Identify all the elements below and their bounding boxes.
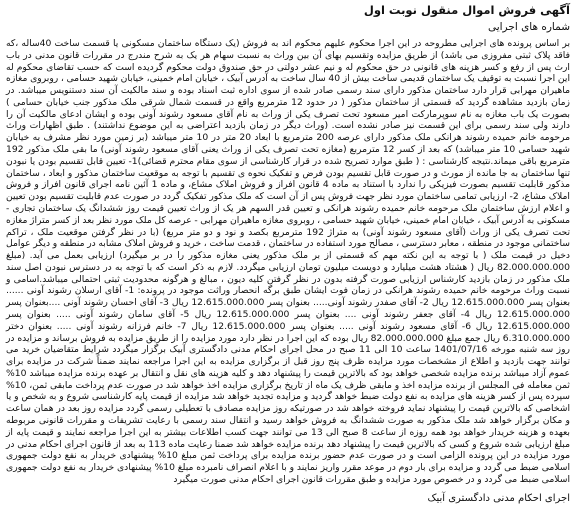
- body-paragraph: بر اساس پرونده های اجرایی مطروحه در این اجرا محکوم علیهم محکوم اند به فروش (یک دستگاه ساختمان مسکونی یا قسمت ساخت 40ساله ،که فاقد پلاک ثبتی مفروزی می باشد) از طریق مزایده وتقسیم بهای آن بین وراث به نسبت سهام هر یک به شرح مندرج در مقررات قانون مدنی در باب ارث پس از رفع و کسر هزینه های قانونی در حق محکوم له و نیم عشر دولتی در حق صندوق دولت محکوم گردیده است که حسب تقاضای محکوم له این اجرا نسبت به توقیف یک ساختمان قدیمی ساخت بیش از 40 سال ساخت به آدرس آبیک ، خیابان امام خمینی، خیابان شهید حسامی ، روبروی مغازه ماهیران مهرابی قرار دارد ساختمان مذکور دارای سند رسمی صادر شده از سوی اداره ثبت اسناد بوده و سند مالکیت آن سند دستنویس میباشد. در زمان بازدید مشاهده گردید که قسمتی از ساختمان مذکور ( در حدود 12 مترمربع واقع در قسمت شمال شرقی ملک مذکور جنب خیابان حسامی ) بصورت یک باب مغازه به نام سوپرمارکت امیر مسعود تحت تصرف یکی از وراث به نام آقای مسعود رشوند آونی بوده و ایشان ادعای مالکیت آن را دارند ولی سند رسمی برای این قسمت نیز صادر نشده است. (وراث دیگر در زمان بازدید اعتراضی به این موضوع نداشتند) . طبق اظهارات وراث مرحومه خانم حمیده رشوند هرانکی ملک مذکور دارای عرصه 200 مترمربع با ابعاد 20 متر در 10 متر میباشد (بر زمین مورد نظر مشرف به خیابان شهید حسامی 10 متر میباشد) که بعد از کسر 12 مترمربع (مغازه تحت تصرف یکی از وراث یعنی آقای مسعود رشوند آونی) ما بقی ملک مذکور 192 مترمربع باقی میماند.نتیجه کارشناسی : ( طبق موارد تصریح شده در قرار کارشناسی از سوی مقام محترم قضائی)1- تعیین قابل تقسیم بودن یا نبودن تنها ساختمان به جا مانده از مورث و در صورت قابل تقسیم بودن فرض و تفکیک نحوه ی تقسیم با توجه به موقعیت ساختمان مذکور و ابعاد ، ساختمان مذکور قابلیت تقسیم بصورت فیزیکی را ندارد با استناد به ماده 4 قانون افراز و فروش املاک مشاع، و ماده 1 آئین نامه اجرای قانون افراز و فروش املاک مشاع، 2- ارزیابی تمامی ساختمان مورد نظر جهت فروش پس از آن است که ملک مذکور تفکیک گردد در صورت عدم قابلیت تقسیم بودن تعیین و اعلام ارزش ساختمان ملک مرحومه خانم حمیده رشوند هرانکی و تعیین قدر السهم هر یک از وراث تعیین قیمت روز ششدانگ یک ساختمان تجاری - مسکونی به آدرس آبیک ، خیابان امام خمینی، خیابان شهید حسامی ، روبروی مغازه ماهیران مهرابی - عرصه کل ملک مورد نظر بعد از کسر متراژ مغازه تحت تصرف یکی از وراث (آقای مسعود رشوند آونی) به متراژ 192 مترمربع بکصد و نود و دو متر مربع) (با در نظر گرفتن موقعیت ملک ، تراکم ساختمانی موجود در منطقه ، معابر دسترسی ، مصالح مورد استفاده در ساختمان ، قدمت ساخت ، خرید و فروش املاک مشابه در منطقه و دیگر عوامل دخیل در قیمت ملک ( با توجه به این نکته مهم که قسمتی از بر ملک مذکور یعنی مغازه مذکور را در بر میگیرد) ارزیابی بعمل می آید. (مبلغ 82.000.000.000 ریال ( هشتاد هشت میلیارد و دویست میلیون تومان ارزیابی میگردد. لازم به ذکر است که با توجه به در دسترس نبودن اصل سند ملک مذکور در زمان بازدید کارشناس ارزیابی صورت گرفته بدون در نظر گرفتن کلیه دیون ، مبالغ و هرگونه محدودیت ثبتی احتمالی میباشد.اسامی و نسبت وراث مرحومه خانم حمیده رشوند هرانکی در زمان فوت ایشان طبق برگه انحصار وراثت موجود در پرونده: 1- آقای ارسلان رشوند آونی ...... بعنوان پسر 12.615.000.000 ریال 2- آقای صفدر رشوند آونی..... بعنوان پسر 12.615.000.000 ریال 3- آقای احسان رشوند آونی ....بعنوان پسر 12.615.000.000 ریال 4- آقای جعفر رشوند آونی .... بعنوان پسر 12.615.000.000 ریال 5- آقای سامان رشوند آونی ..... بعنوان پسر 12.615.000.000 ریال 6- آقای مسعود رشوند آونی ..... بعنوان پسر 12.615.000.000 ریال 7- خانم فرزانه رشوند آونی ..... بعنوان دختر 6.310.000.000 ریال جمع مبلغ 82.000.000.000 ریال بوده که این اجرا در نظر دارد مورد مزایده را از طریق مزایده به فروش برساند و مزایده در روز سه شنبه مورخه 1401/07/16 ساعت 10 الی 11 صبح در محل اجرای احکام مدنی دادگستری آبیک برگزار میگردد شرایط متقاضیان خرید می توانند جهت بازدید و اطلاع از مشخصات مورد مزایده ظرف پنج روز قبل از برگزاری مزایده به این اجرا مراجعه نمایند ضمناً شرکت در مزایده برای عموم آزاد میباشد برنده مزایده شخصی خواهد بود که بالاترین قیمت را پیشنهاد دهد و کلیه هزینه های نقل و انتقال بر عهده برنده مزایده میباشد 10% ثمن معامله فی المجلس از برنده مزایده اخذ و مابقی ظرف یک ماه از تاریخ برگزاری مزایده اخذ خواهد شد در صورت عدم پرداخت مابقی ثمن، 10% سپرده پس از کسر هزینه های مزایده به نفع دولت ضبط خواهد گردید و مزایده تجدید خواهد شد مزایده از قیمت پایه کارشناسی شروع و به شخص و یا اشخاصی که بالاترین قیمت را پیشنهاد نماید فروخته خواهد شد در صورتیکه روز مزایده مصادف با تعطیلی رسمی گردد مزایده روز بعد در همان ساعت و مکان برگزار خواهد شد ملک مذکور به صورت ششدانگ به فروش خواهد رسید و انتقال سند رسمی با رعایت تشریفات و مقررات قانونی مربوطه بعهده و هزینه خریدار خواهد بود همه روزه از ساعت 8 صبح الی 13 می توانند جهت کسب اطلاعات بیشتر به این اجرا مراجعه نمایند و قیمت پایه از مبلغ ارزیابی شده شروع و کسی که بالاترین قیمت را پیشنهاد دهد برنده مزایده خواهد شد ضمنا رعایت ماده 113 به بعد از قانون اجرای احکام مدنی در مورد مزایده در این پرونده الزامی است و در صورت عدم حضور برنده مزایده برای پرداخت ثمن مبلغ 10% پیشنهادی خریدار به نفع دولت جمهوری اسلامی ضبط می گردد و مزایده برای بار دوم در موعد مقرر واریز نمایند و با اعلام انصراف نامبرده مبلغ 10% پیشنهادی خریدار به نفع دولت جمهوری اسلامی ضبط می گردد و در خصوص مورد مزایده و طبق مقررات قانون اجرای احکام مدنی صورت میگیرد: [6, 38, 571, 485]
- announcement-body: [6, 38, 570, 486]
- case-numbers-label: شماره های اجرایی: [487, 21, 570, 33]
- announcement-title: آگهی فروش اموال منقول نوبت اول: [363, 3, 570, 17]
- issuer-signature: اجرای احکام مدنی دادگستری آبیک: [427, 493, 570, 504]
